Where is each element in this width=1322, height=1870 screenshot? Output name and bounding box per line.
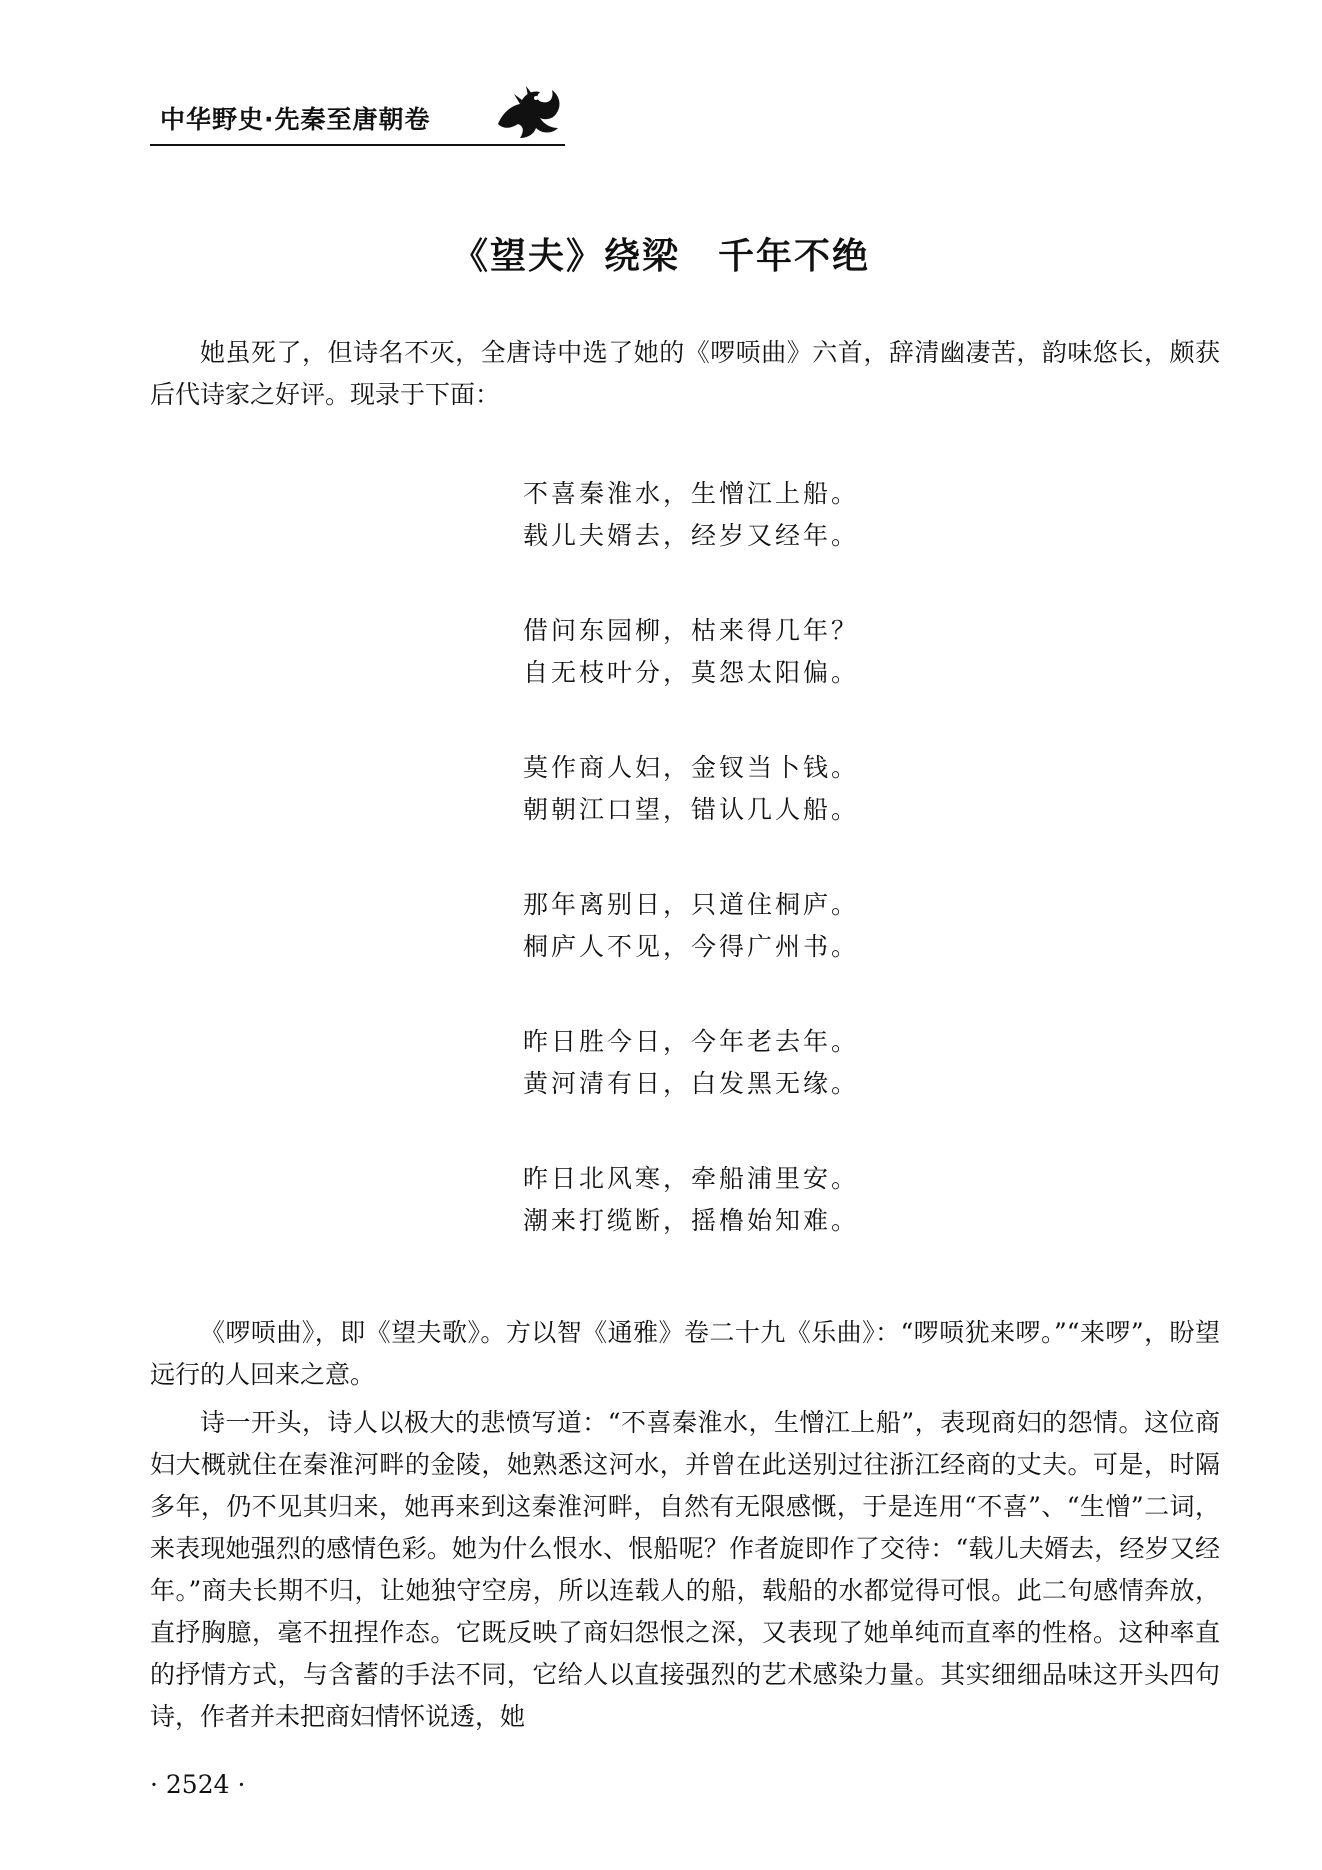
body-paragraph: 诗一开头，诗人以极大的悲愤写道：“不喜秦淮水，生憎江上船”，表现商妇的怨情。这位商妇大概就住在秦淮河畔的金陵，她熟悉这河水，并曾在此送别过往浙江经商的丈夫。可是，时隔多年，仍不见其归来，她再来到这秦淮河畔，自然有无限感慨，于是连用“不喜”、“生憎”二词，来表现她强烈的感情色彩。她为什么恨水、恨船呢？作者旋即作了交待：“载儿夫婿去，经岁又经年。”商夫长期不归，让她独守空房，所以连载人的船，载船的水都觉得可恨。此二句感情奔放，直抒胸臆，毫不扭捏作态。它既反映了商妇怨恨之深，又表现了她单纯而直率的性格。这种率直的抒情方式，与含蓄的手法不同，它给人以直接强烈的艺术感染力量。其实细细品味这开头四句诗，作者并未把商妇情怀说透，她 bbox=[150, 1408, 1220, 1731]
book-title: 中华野史·先秦至唐朝卷 bbox=[160, 105, 431, 134]
poem-line: 潮来打缆断，摇橹始知难。 bbox=[523, 1206, 860, 1235]
body-paragraph: 《啰唝曲》，即《望夫歌》。方以智《通雅》卷二十九《乐曲》：“啰唝犹来啰。”“来啰”，盼望远行的人回来之意。 bbox=[150, 1318, 1220, 1389]
poem bbox=[523, 473, 859, 1295]
dragon-logo-icon bbox=[490, 84, 566, 142]
poem-line: 黄河清有日，白发黑无缘。 bbox=[523, 1069, 860, 1098]
intro-paragraph: 她虽死了，但诗名不灭，全唐诗中选了她的《啰唝曲》六首，辞清幽凄苦，韵味悠长，颇获后代诗家之好评。现录于下面： bbox=[150, 338, 1220, 409]
page-number: · 2524 · bbox=[150, 1770, 246, 1799]
poem-stanza bbox=[523, 473, 859, 557]
poem-line: 莫作商人妇，金钗当卜钱。 bbox=[523, 753, 860, 782]
poem-line: 载儿夫婿去，经岁又经年。 bbox=[523, 521, 860, 550]
poem-line: 自无枝叶分，莫怨太阳偏。 bbox=[523, 658, 860, 687]
header-rule bbox=[150, 144, 565, 146]
poem-stanza bbox=[523, 610, 859, 694]
chapter-title: 《望夫》绕梁 千年不绝 bbox=[451, 236, 870, 277]
poem-line: 那年离别日，只道住桐庐。 bbox=[523, 890, 860, 919]
poem-stanza bbox=[523, 1158, 859, 1242]
poem-stanza bbox=[523, 884, 859, 968]
poem-stanza bbox=[523, 747, 859, 831]
poem-line: 昨日北风寒，牵船浦里安。 bbox=[523, 1164, 860, 1193]
poem-line: 桐庐人不见，今得广州书。 bbox=[523, 932, 860, 961]
poem-line: 不喜秦淮水，生憎江上船。 bbox=[523, 479, 860, 508]
poem-line: 借问东园柳，枯来得几年？ bbox=[523, 616, 860, 645]
poem-line: 朝朝江口望，错认几人船。 bbox=[523, 795, 860, 824]
running-header bbox=[150, 88, 565, 150]
poem-line: 昨日胜今日，今年老去年。 bbox=[523, 1027, 860, 1056]
poem-stanza bbox=[523, 1021, 859, 1105]
